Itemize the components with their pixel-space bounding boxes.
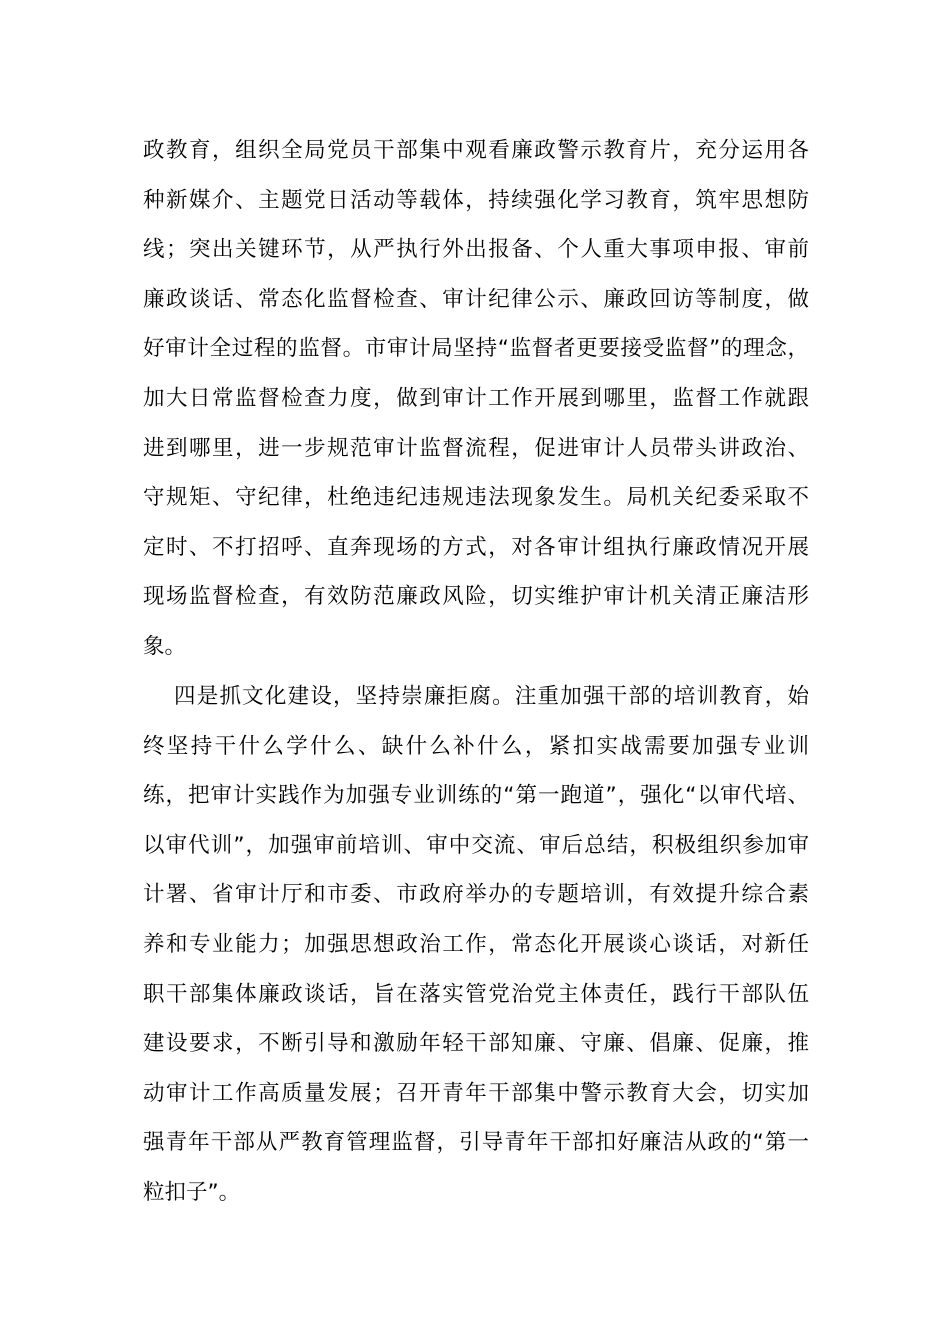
- text-line: 动审计工作高质量发展；召开青年干部集中警示教育大会，切实加: [143, 1080, 809, 1106]
- text-line: 以审代训”，加强审前培训、审中交流、审后总结，积极组织参加审: [143, 832, 809, 858]
- text-line: 建设要求，不断引导和激励年轻干部知廉、守廉、倡廉、促廉，推: [143, 1031, 809, 1057]
- paragraph-culture-building: [143, 672, 809, 1218]
- text-line: 粒扣子”。: [143, 1179, 241, 1205]
- text-line: 终坚持干什么学什么、缺什么补什么，紧扣实战需要加强专业训: [143, 733, 809, 759]
- text-line: 练，把审计实践作为加强专业训练的“第一跑道”，强化“以审代培、: [143, 783, 809, 809]
- text-line: 廉政谈话、常态化监督检查、审计纪律公示、廉政回访等制度，做: [143, 286, 809, 312]
- text-line: 政教育，组织全局党员干部集中观看廉政警示教育片，充分运用各: [143, 138, 809, 163]
- text-line: 好审计全过程的监督。市审计局坚持“监督者更要接受监督”的理念，: [143, 336, 809, 362]
- text-line: 加大日常监督检查力度，做到审计工作开展到哪里，监督工作就跟: [143, 385, 809, 411]
- text-line: 守规矩、守纪律，杜绝违纪违规违法现象发生。局机关纪委采取不: [143, 485, 809, 511]
- text-line: 养和专业能力；加强思想政治工作，常态化开展谈心谈话，对新任: [143, 931, 809, 957]
- text-line: 计署、省审计厅和市委、市政府举办的专题培训，有效提升综合素: [143, 882, 809, 908]
- text-line: 职干部集体廉政谈话，旨在落实管党治党主体责任，践行干部队伍: [143, 981, 809, 1007]
- text-line: 现场监督检查，有效防范廉政风险，切实维护审计机关清正廉洁形: [143, 584, 809, 610]
- text-line: 象。: [143, 633, 187, 659]
- paragraph-integrity-supervision: [143, 126, 809, 672]
- text-line: 进到哪里，进一步规范审计监督流程，促进审计人员带头讲政治、: [143, 435, 809, 461]
- text-line: 种新媒介、主题党日活动等载体，持续强化学习教育，筑牢思想防: [143, 187, 809, 213]
- text-line: 强青年干部从严教育管理监督，引导青年干部扣好廉洁从政的“第一: [143, 1130, 809, 1156]
- text-line: 四是抓文化建设，坚持崇廉拒腐。注重加强干部的培训教育，始: [174, 684, 809, 709]
- text-line: 定时、不打招呼、直奔现场的方式，对各审计组执行廉政情况开展: [143, 534, 809, 560]
- text-line: 线；突出关键环节，从严执行外出报备、个人重大事项申报、审前: [143, 237, 809, 263]
